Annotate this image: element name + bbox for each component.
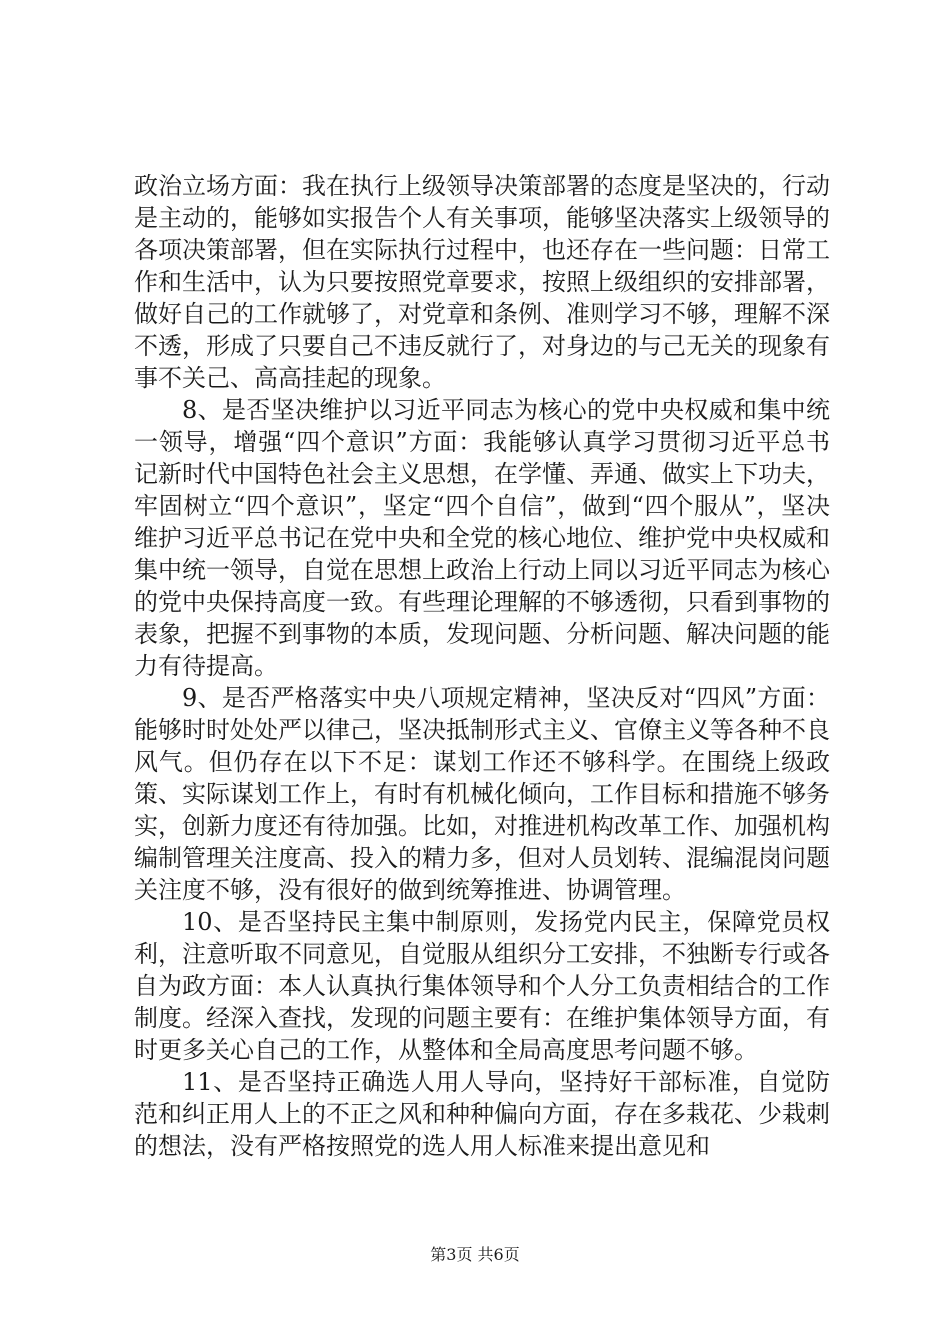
paragraph-item-9: 9、是否严格落实中央八项规定精神，坚决反对“四风”方面：能够时时处处严以律己，坚决抵制形式主义、官僚主义等各种不良风气。但仍存在以下不足：谋划工作还不够科学。在围绕上级政策、实际谋划工作上，有时有机械化倾向，工作目标和措施不够务实，创新力度还有待加强。比如，对推进机构改革工作、加强机构编制管理关注度高、投入的精力多，但对人员划转、混编混岗问题关注度不够，没有很好的做到统筹推进、协调管理。 <box>134 684 830 904</box>
paragraph-item-10: 10、是否坚持民主集中制原则，发扬党内民主，保障党员权利，注意听取不同意见，自觉服从组织分工安排，不独断专行或各自为政方面：本人认真执行集体领导和个人分工负责相结合的工作制度。经深入查找，发现的问题主要有：在维护集体领导方面，有时更多关心自己的工作，从整体和全局高度思考问题不够。 <box>134 908 830 1064</box>
paragraph-item-11: 11、是否坚持正确选人用人导向，坚持好干部标准，自觉防范和纠正用人上的不正之风和种种偏向方面，存在多栽花、少栽刺的想法，没有严格按照党的选人用人标准来提出意见和 <box>134 1068 830 1160</box>
paragraph-item-8: 8、是否坚决维护以习近平同志为核心的党中央权威和集中统一领导，增强“四个意识”方面：我能够认真学习贯彻习近平总书记新时代中国特色社会主义思想，在学懂、弄通、做实上下功夫，牢固树立“四个意识”，坚定“四个自信”，做到“四个服从”，坚决维护习近平总书记在党中央和全党的核心地位、维护党中央权威和集中统一领导，自觉在思想上政治上行动上同以习近平同志为核心的党中央保持高度一致。有些理论理解的不够透彻，只看到事物的表象，把握不到事物的本质，发现问题、分析问题、解决问题的能力有待提高。 <box>134 396 830 680</box>
paragraph-political-stance: 政治立场方面：我在执行上级领导决策部署的态度是坚决的，行动是主动的，能够如实报告个人有关事项，能够坚决落实上级领导的各项决策部署，但在实际执行过程中，也还存在一些问题：日常工作和生活中，认为只要按照党章要求，按照上级组织的安排部署，做好自己的工作就够了，对党章和条例、准则学习不够，理解不深不透，形成了只要自己不违反就行了，对身边的与己无关的现象有事不关己、高高挂起的现象。 <box>134 172 830 392</box>
document-body <box>134 170 830 1162</box>
page-number-footer: 第3页 共6页 <box>430 1245 520 1264</box>
